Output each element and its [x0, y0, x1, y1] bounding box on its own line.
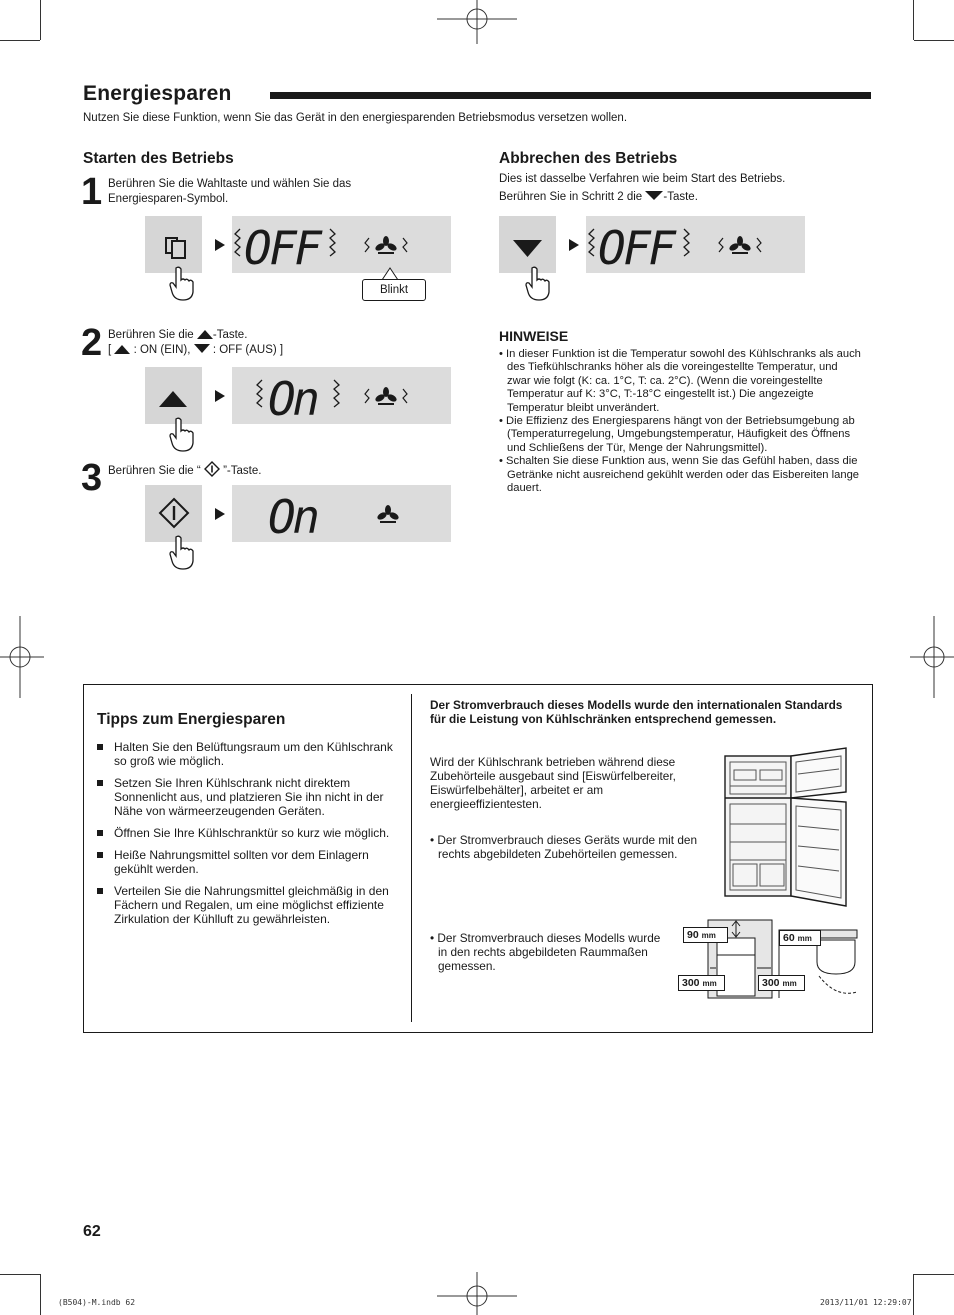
down-button[interactable] [499, 216, 556, 273]
leaf-icon [374, 387, 398, 405]
select-icon [145, 216, 202, 273]
step-3-text: Berühren Sie die “ ”-Taste. [108, 461, 408, 479]
down-triangle-icon [645, 191, 663, 200]
svg-text:OFF: OFF [244, 221, 326, 273]
registration-mark-left [0, 616, 44, 698]
hand-pointer-icon [166, 417, 196, 453]
enter-button[interactable] [145, 485, 202, 542]
display-on-steady [232, 485, 451, 542]
notes-heading: HINWEISE [499, 328, 569, 344]
start-heading: Starten des Betriebs [83, 150, 234, 167]
down-arrow-icon [499, 216, 556, 273]
up-triangle-icon [197, 330, 213, 339]
step-2-text: Berühren Sie die -Taste. [ : ON (EIN), : OFF (AUS) ] [108, 329, 284, 356]
dim-label-left: 300 mm [678, 975, 725, 991]
svg-text:On: On [268, 490, 324, 542]
registration-mark-right [910, 616, 954, 698]
arrow-right-icon [215, 390, 225, 402]
list-item: Verteilen Sie die Nahrungsmittel gleichmäßig in den Fächern und Regalen, um eine möglichst effiziente Zirkulation der Kühlluft zu gewährleisten. [97, 884, 397, 926]
list-item: Öffnen Sie Ihre Kühlschranktür so kurz wie möglich. [97, 826, 397, 840]
notes-list [499, 348, 861, 495]
up-button[interactable] [145, 367, 202, 424]
note-item: • Die Effizienz des Energiesparens hängt von der Betriebsumgebung ab (Temperaturregelung, Umgebungstemperatur, Häufigkeit des Öffnens und Schließens der Tür, Menge der Nahrungsmittel). [499, 415, 855, 454]
title-rule [270, 92, 871, 99]
step-1-text: Berühren Sie die Wahltaste und wählen Sie das Energiesparen-Symbol. [108, 178, 352, 205]
display-panel-step2 [232, 367, 451, 424]
svg-text:OFF: OFF [598, 221, 680, 273]
up-triangle-icon [114, 345, 130, 354]
up-arrow-icon [145, 367, 202, 424]
dim-label-right: 300 mm [758, 975, 805, 991]
consumption-para-1: Wird der Kühlschrank betrieben während diese Zubehörteile ausgebaut sind [Eiswürfelbereiter, Eiswürfelbehälter], arbeitet er am energieeffizientesten. [430, 755, 676, 811]
arrow-right-icon [569, 239, 579, 251]
list-item: Halten Sie den Belüftungsraum um den Kühlschrank so groß wie möglich. [97, 740, 397, 768]
step-3-number: 3 [81, 457, 103, 499]
dim-label-top: 90 mm [683, 927, 728, 943]
leaf-icon [376, 505, 400, 523]
footer-file: (B504)-M.indb 62 [58, 1298, 136, 1307]
note-item: • Schalten Sie diese Funktion aus, wenn Sie das Gefühl haben, dass die Getränke nicht ausreichend gekühlt werden oder das Eisbereiten lange dauert. [499, 455, 860, 495]
cancel-line-2: Berühren Sie in Schritt 2 die -Taste. [499, 191, 698, 203]
leaf-icon [728, 236, 752, 254]
list-item: Setzen Sie Ihren Kühlschrank nicht direktem Sonnenlicht aus, und platzieren Sie ihn nicht in der Nähe von wärmeerzeugenden Geräten. [97, 776, 397, 818]
tips-divider [411, 694, 412, 1022]
footer-timestamp: 2013/11/01 12:29:07 [820, 1298, 912, 1307]
hand-pointer-icon [166, 535, 196, 571]
display-off-blinking [232, 216, 451, 273]
cancel-heading: Abbrechen des Betriebs [499, 150, 678, 167]
enter-diamond-icon [204, 461, 220, 477]
tips-list [97, 740, 397, 934]
select-button[interactable] [145, 216, 202, 273]
step-2-number: 2 [81, 322, 103, 364]
display-on-blinking [232, 367, 451, 424]
display-panel-step3 [232, 485, 451, 542]
hand-pointer-icon [522, 266, 552, 302]
down-triangle-icon [194, 344, 210, 353]
blink-label: Blinkt [362, 279, 426, 301]
note-item: • In dieser Funktion ist die Temperatur sowohl des Kühlschranks als auch des Tiefkühlschranks höher als die voreingestellte Temperatur, und zwar wie folgt (K: ca. 1°C, T: ca. 2°C). (Wenn die voreingestellte Temperatur auf K: 3°C, T:-18°C eingestellt ist.) Die angezeigte Temperatur bleibt unverändert. [499, 348, 861, 414]
list-item: Heiße Nahrungsmittel sollten vor dem Einlagern gekühlt werden. [97, 848, 397, 876]
arrow-right-icon [215, 239, 225, 251]
enter-diamond-icon [145, 485, 202, 542]
step-1-number: 1 [81, 171, 103, 213]
consumption-para-3: • Der Stromverbrauch dieses Modells wurde in den rechts abgebildeten Raummaßen gemessen. [430, 931, 661, 973]
svg-text:On: On [268, 372, 324, 424]
arrow-right-icon [215, 508, 225, 520]
page-title: Energiesparen [83, 82, 232, 105]
consumption-para-2: • Der Stromverbrauch dieses Geräts wurde mit den rechts abgebildeten Zubehörteilen gemessen. [430, 833, 698, 861]
registration-mark-bottom [437, 1272, 517, 1315]
page-number: 62 [83, 1223, 101, 1240]
hand-pointer-icon [166, 266, 196, 302]
tips-heading: Tipps zum Energiesparen [97, 711, 286, 728]
display-off-blinking [586, 216, 805, 273]
leaf-icon [374, 236, 398, 254]
cancel-line-1: Dies ist dasselbe Verfahren wie beim Start des Betriebs. [499, 173, 786, 185]
display-panel-cancel [586, 216, 805, 273]
consumption-bold: Der Stromverbrauch dieses Modells wurde den internationalen Standards für die Leistung von Kühlschränken entsprechend gemessen. [430, 698, 843, 726]
registration-mark-top [437, 0, 517, 44]
display-panel-step1 [232, 216, 451, 273]
dim-label-back: 60 mm [779, 930, 821, 946]
fridge-illustration [722, 746, 850, 910]
intro-text: Nutzen Sie diese Funktion, wenn Sie das Gerät in den energiesparenden Betriebsmodus versetzen wollen. [83, 112, 628, 124]
